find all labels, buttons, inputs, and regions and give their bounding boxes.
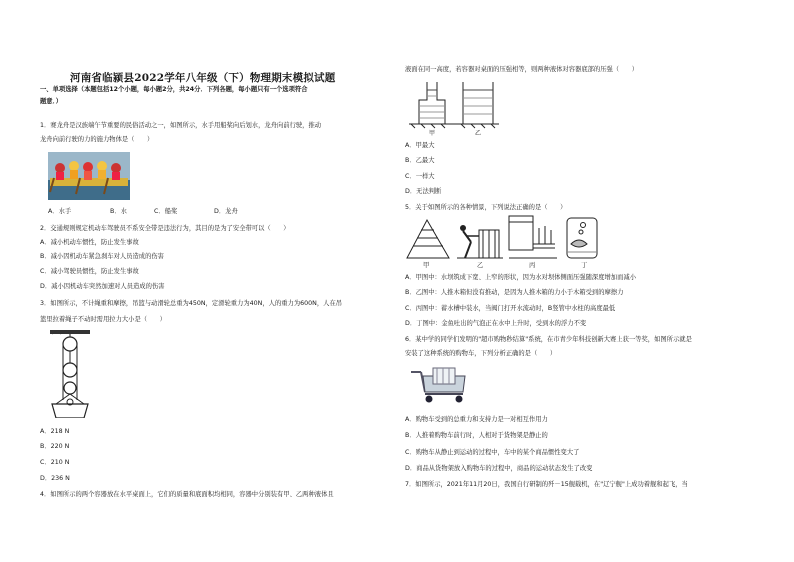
q3-stem: 3．如图所示，不计绳重和摩擦，吊篮与动滑轮总重为450N，定滑轮重力为40N，人的重力为600N，人在吊 <box>40 300 343 307</box>
q6-stem: 6．某中学的同学们发明的"超市购物秒结算"系统，在市青少年科技创新大赛上获一等奖，如图所示就是 <box>405 336 692 343</box>
two-containers-figure <box>409 78 501 136</box>
q4-option-c[interactable]: C．一样大 <box>405 173 435 180</box>
q2-option-a[interactable]: A．减小机动车惯性，防止发生事故 <box>40 239 139 246</box>
q3-option-c[interactable]: C．210 N <box>40 459 70 466</box>
q3-stem-cont: 篮里拉着绳子不动时需用拉力大小是（ ） <box>40 316 166 323</box>
q5-stem: 5．关于如图所示的各种情景，下列说法正确的是（ ） <box>405 204 567 211</box>
q4-option-a[interactable]: A．甲最大 <box>405 142 435 149</box>
q5-option-b[interactable]: B．乙图中：人推木箱但没有推动，是因为人推木箱的力小于木箱受到的摩擦力 <box>405 289 624 296</box>
q1-stem: 1．赛龙舟是汉族端午节重要的民俗活动之一，如图所示，水手用船桨向后划水，龙舟向前行驶，推动 <box>40 122 322 129</box>
fig5-label-bing: 丙 <box>529 262 536 269</box>
page-title: 河南省临颍县2022学年八年级（下）物理期末模拟试题 <box>70 72 336 84</box>
fig5-label-ding: 丁 <box>581 262 588 269</box>
fig5-label-jia: 甲 <box>423 262 430 269</box>
q4-option-b[interactable]: B．乙最大 <box>405 157 435 164</box>
q4-option-d[interactable]: D．无法判断 <box>405 188 442 195</box>
q5-option-a[interactable]: A．甲图中：水坝筑成下宽、上窄的形状，因为水对坝体侧面压强随深度增加而减小 <box>405 274 636 281</box>
q6-option-a[interactable]: A．购物车受到的总重力和支持力是一对相互作用力 <box>405 416 548 423</box>
q5-option-d[interactable]: D．丁图中：金鱼吐出的气泡正在水中上升时，受到水的浮力不变 <box>405 320 587 327</box>
fig-label-jia: 甲 <box>429 130 436 136</box>
q1-option-b[interactable]: B．水 <box>110 208 127 215</box>
q6-option-b[interactable]: B．人推着购物车前行时，人相对于货物架是静止的 <box>405 432 548 439</box>
shopping-cart-figure <box>407 364 471 404</box>
q7-stem: 7．如图所示，2021年11月20日，我国自行研制的歼－15舰载机，在"辽宁舰"上成功着舰和起飞，当 <box>405 481 688 488</box>
q3-option-d[interactable]: D．236 N <box>40 475 70 482</box>
q6-option-d[interactable]: D．商品从货物架放入购物车的过程中，商品的运动状态发生了改变 <box>405 465 593 472</box>
q5-option-c[interactable]: C．丙图中：蓄水槽中装水，当阀门打开水流动时，B竖管中水柱的高度最低 <box>405 305 616 312</box>
q1-option-c[interactable]: C．船桨 <box>154 208 178 215</box>
section1-heading-cont: 题意．） <box>40 98 63 105</box>
q2-option-c[interactable]: C．减小驾驶员惯性，防止发生事故 <box>40 268 139 275</box>
section1-heading: 一、单项选择（本题包括12个小题，每小题2分，共24分．下列各题，每小题只有一个选项符合 <box>40 86 308 93</box>
q6-stem-cont: 安装了这种系统的购物车，下列分析正确的是（ ） <box>405 350 557 357</box>
q2-option-b[interactable]: B．减小因机动车紧急刹车对人员造成的伤害 <box>40 253 164 260</box>
fig-label-yi: 乙 <box>475 130 482 136</box>
q4-stem-cont: 液面在同一高度，若容器对桌面的压强相等，则两种液体对容器底部的压强（ ） <box>405 66 638 73</box>
four-scenes-figure <box>405 214 601 266</box>
pulley-figure <box>48 330 94 418</box>
q3-option-b[interactable]: B．220 N <box>40 443 70 450</box>
q2-stem: 2．交通规则规定机动车驾驶员不系安全带是违法行为，其目的是为了安全带可以（ ） <box>40 225 290 232</box>
q1-option-a[interactable]: A．水手 <box>48 208 72 215</box>
q1-stem-cont: 龙舟向前行驶的力的施力物体是（ ） <box>40 136 154 143</box>
q2-option-d[interactable]: D．减小因机动车突然加速对人员造成的伤害 <box>40 283 165 290</box>
dragon-boat-photo <box>48 152 130 200</box>
q4-stem: 4．如图所示的两个容器放在水平桌面上，它们的质量和底面积均相同，容器中分别装有甲、乙两种液体且 <box>40 491 334 498</box>
fig5-label-yi: 乙 <box>477 262 484 269</box>
q6-option-c[interactable]: C．购物车从静止到运动的过程中，车中的某个商品惯性变大了 <box>405 449 580 456</box>
q1-option-d[interactable]: D．龙舟 <box>214 208 238 215</box>
q3-option-a[interactable]: A．218 N <box>40 428 70 435</box>
